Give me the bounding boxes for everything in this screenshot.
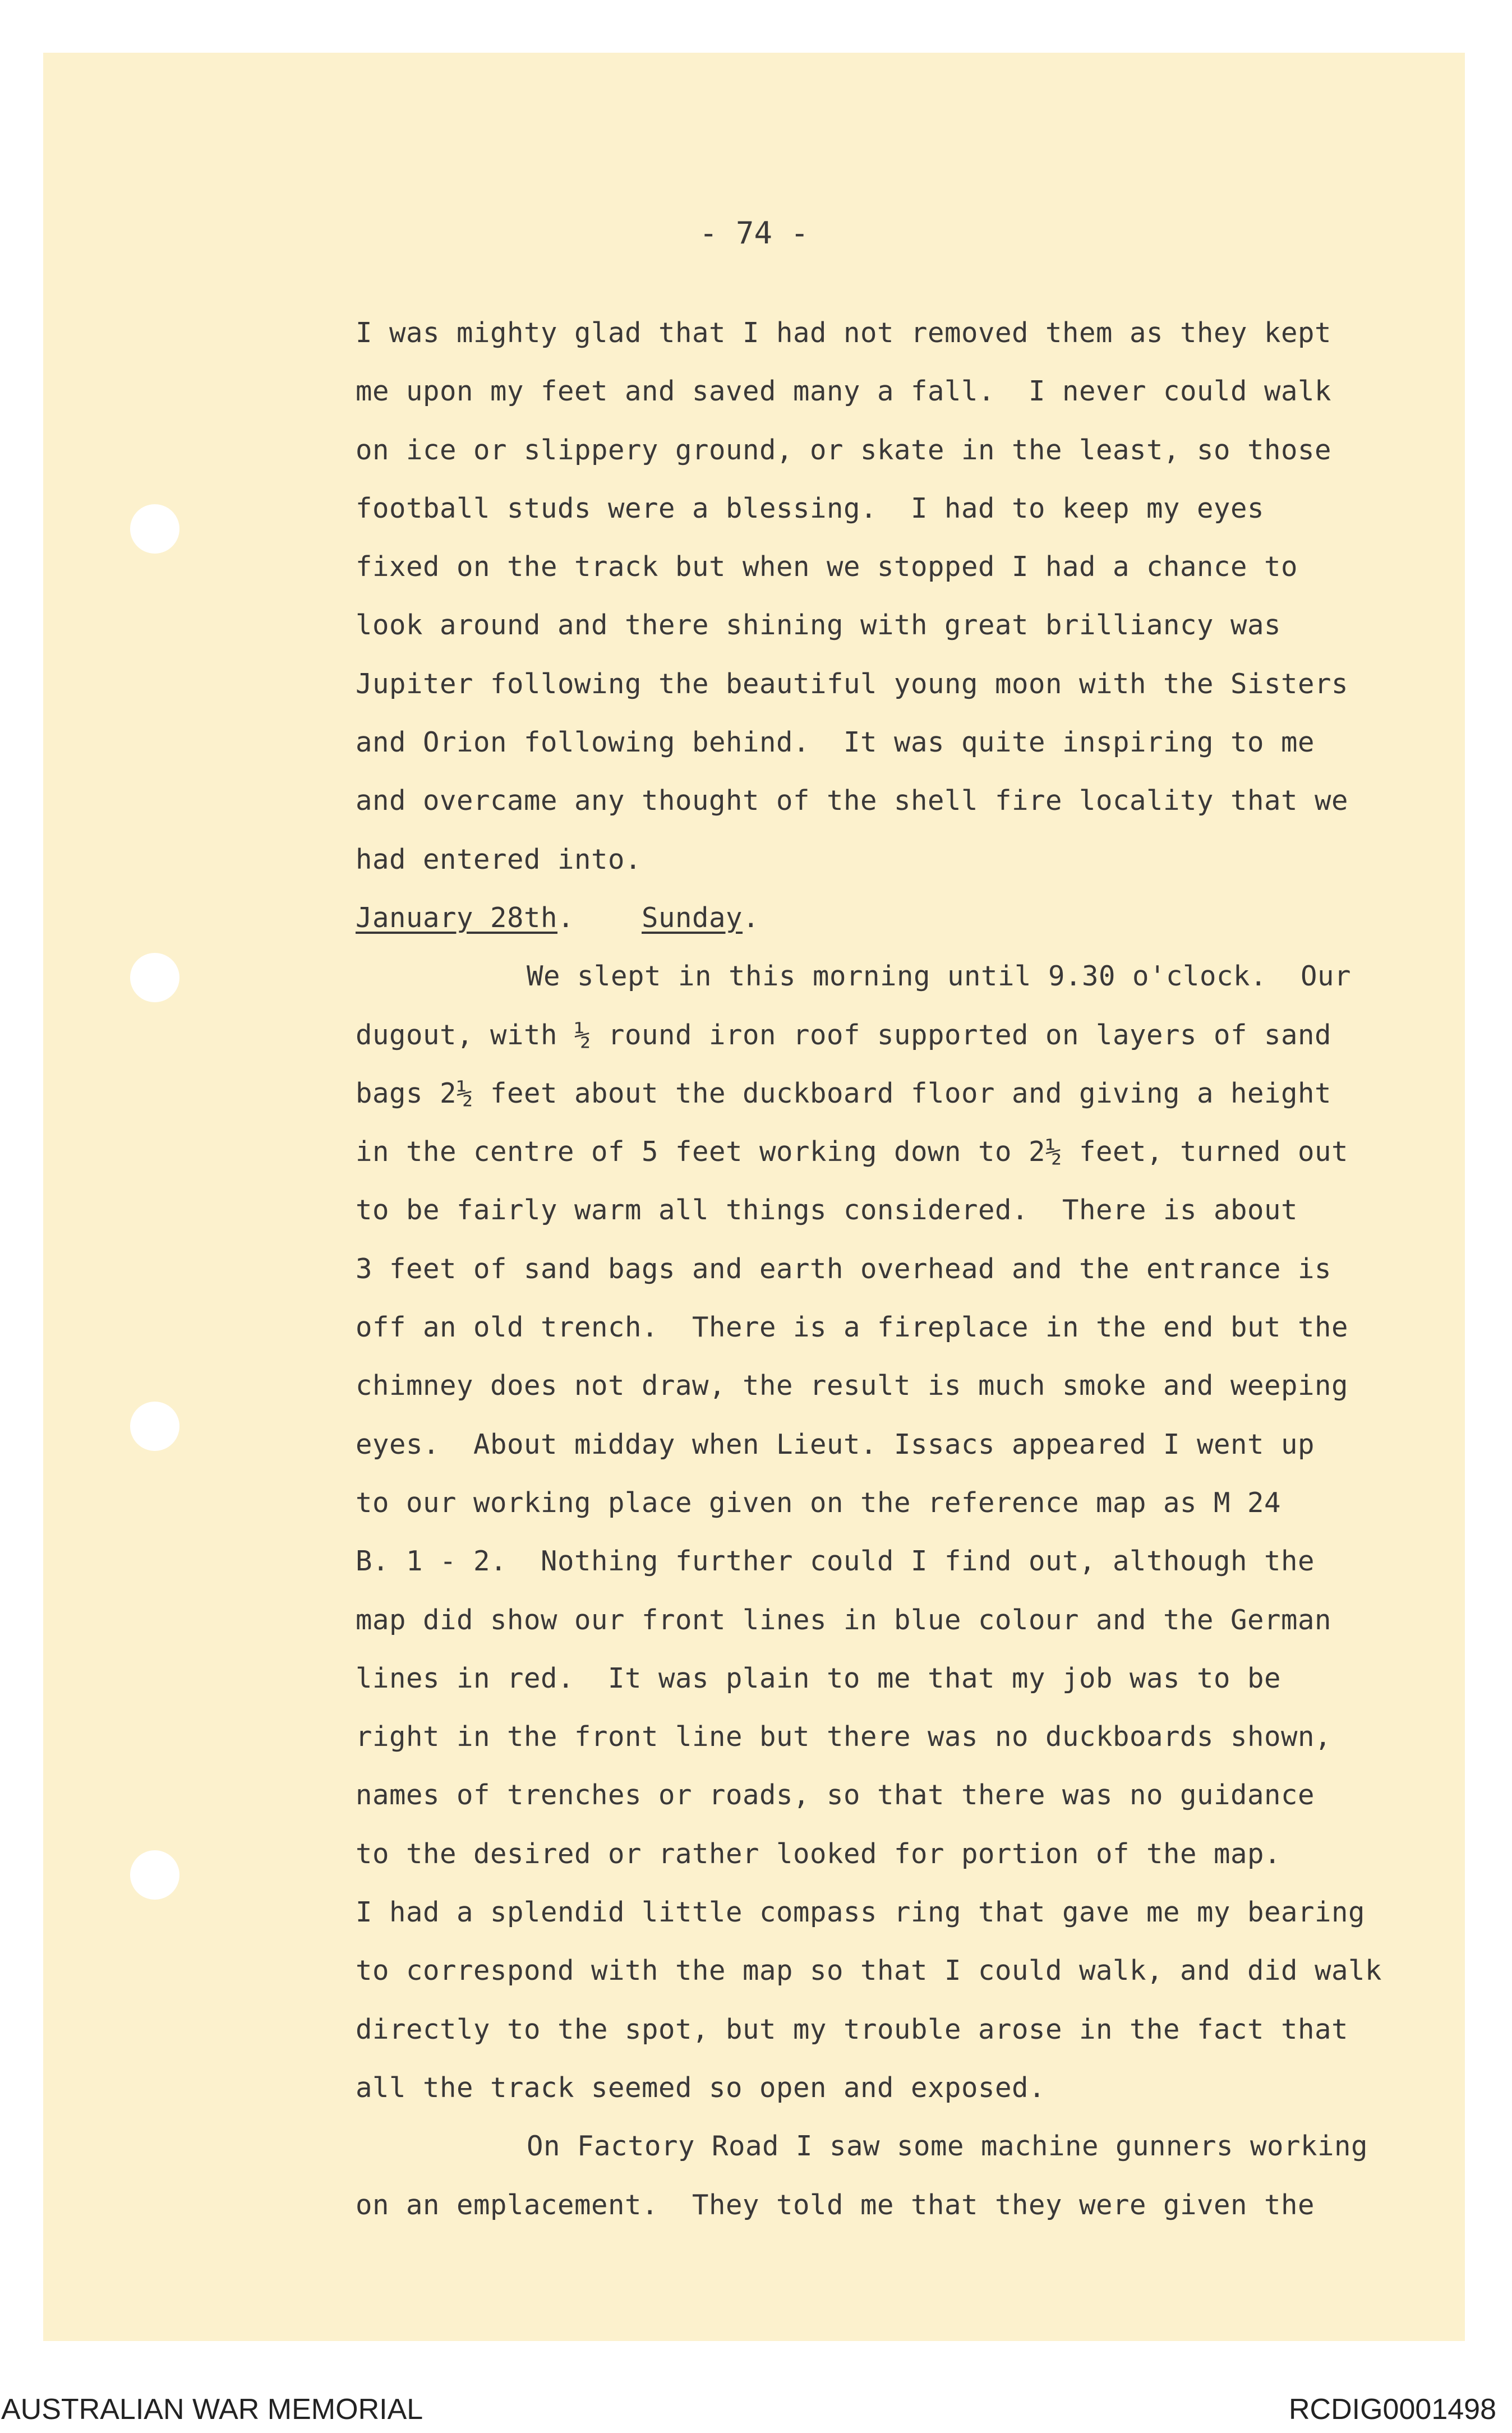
punch-hole — [130, 504, 179, 554]
text-line: lines in red. It was plain to me that my job was to be — [356, 1662, 1281, 1694]
text-line: chimney does not draw, the result is much smoke and weeping — [356, 1370, 1349, 1402]
text-line: to our working place given on the reference map as M 24 — [356, 1486, 1281, 1519]
punch-hole — [130, 1850, 179, 1900]
text-line: Jupiter following the beautiful young moon with the Sisters — [356, 667, 1349, 700]
text-line: to be fairly warm all things considered. There is about — [356, 1194, 1298, 1227]
text-line: right in the front line but there was no duckboards shown, — [356, 1721, 1332, 1753]
punch-hole — [130, 953, 179, 1002]
text-line: and Orion following behind. It was quite inspiring to me — [356, 726, 1315, 759]
text-line: fixed on the track but when we stopped I had a chance to — [356, 551, 1298, 583]
date-heading: January 28th. Sunday. — [356, 901, 760, 934]
text-line: in the centre of 5 feet working down to 2½ feet, turned out — [356, 1136, 1349, 1168]
text-line: to correspond with the map so that I could walk, and did walk — [356, 1955, 1382, 1987]
text-line: football studs were a blessing. I had to keep my eyes — [356, 492, 1265, 524]
footer-institution: AUSTRALIAN WAR MEMORIAL — [1, 2393, 423, 2426]
text-line: eyes. About midday when Lieut. Issacs appeared I went up — [356, 1428, 1315, 1460]
text-line: on an emplacement. They told me that they were given the — [356, 2188, 1315, 2221]
text-line: directly to the spot, but my trouble arose in the fact that — [356, 2013, 1349, 2045]
text-line: I had a splendid little compass ring that gave me my bearing — [356, 1896, 1366, 1929]
text-line: map did show our front lines in blue colour and the German — [356, 1603, 1332, 1636]
page-number: - 74 - — [699, 215, 809, 251]
text-line: We slept in this morning until 9.30 o'clock. Our — [527, 960, 1352, 993]
text-line: B. 1 - 2. Nothing further could I find out, although the — [356, 1545, 1315, 1578]
punch-hole — [130, 1402, 179, 1451]
text-line: had entered into. — [356, 843, 642, 875]
text-line: all the track seemed so open and exposed. — [356, 2071, 1046, 2104]
text-line: on ice or slippery ground, or skate in the least, so those — [356, 434, 1332, 466]
text-line: bags 2½ feet about the duckboard floor and giving a height — [356, 1077, 1332, 1109]
text-line: off an old trench. There is a fireplace in the end but the — [356, 1311, 1349, 1344]
body-text — [356, 304, 1472, 2234]
heading-date: January 28th — [356, 901, 558, 934]
text-line: me upon my feet and saved many a fall. I never could walk — [356, 375, 1332, 408]
text-line: look around and there shining with great brilliancy was — [356, 609, 1281, 642]
text-line: and overcame any thought of the shell fire locality that we — [356, 785, 1349, 817]
text-line: to the desired or rather looked for portion of the map. — [356, 1837, 1281, 1870]
document-page — [43, 53, 1465, 2341]
text-line: names of trenches or roads, so that there was no guidance — [356, 1779, 1315, 1812]
text-line: dugout, with ½ round iron roof supported on layers of sand — [356, 1019, 1332, 1051]
text-line: I was mighty glad that I had not removed them as they kept — [356, 317, 1332, 349]
footer-record-id: RCDIG0001498 — [1289, 2393, 1496, 2426]
text-line: On Factory Road I saw some machine gunners working — [527, 2130, 1368, 2163]
text-line: 3 feet of sand bags and earth overhead and the entrance is — [356, 1252, 1332, 1285]
heading-day: Sunday — [642, 901, 743, 934]
